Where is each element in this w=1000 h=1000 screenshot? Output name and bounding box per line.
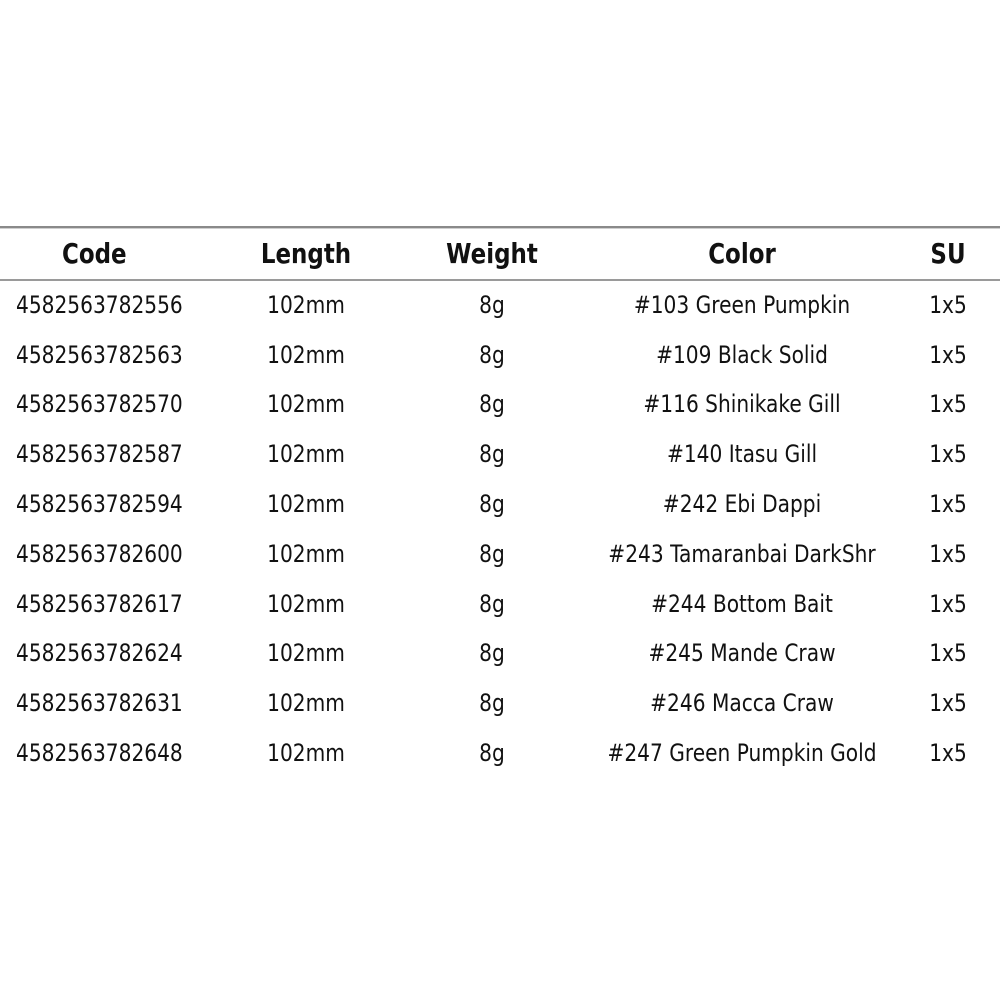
cell-su: 1x5 — [929, 290, 967, 319]
cell-length: 102mm — [267, 340, 345, 369]
cell-color: #242 Ebi Dappi — [662, 490, 822, 519]
cell-color: #140 Itasu Gill — [666, 440, 818, 469]
cell-weight: 8g — [479, 390, 505, 419]
product-table — [0, 226, 1000, 779]
cell-weight: 8g — [479, 589, 505, 618]
cell-code: 4582563782556 — [16, 290, 183, 319]
cell-length: 102mm — [267, 589, 345, 618]
cell-weight: 8g — [479, 739, 505, 768]
cell-color: #244 Bottom Bait — [651, 589, 833, 618]
cell-weight: 8g — [479, 290, 505, 319]
cell-length: 102mm — [267, 539, 345, 568]
table-row — [0, 729, 1000, 779]
cell-length: 102mm — [267, 440, 345, 469]
cell-code: 4582563782563 — [16, 340, 183, 369]
table-row — [0, 430, 1000, 480]
cell-su: 1x5 — [929, 390, 967, 419]
cell-color: #247 Green Pumpkin Gold — [607, 739, 877, 768]
cell-su: 1x5 — [929, 539, 967, 568]
table-row — [0, 630, 1000, 680]
table-header-row — [0, 229, 1000, 281]
table-row — [0, 679, 1000, 729]
header-weight: Weight — [446, 237, 538, 270]
cell-weight: 8g — [479, 440, 505, 469]
cell-su: 1x5 — [929, 589, 967, 618]
cell-code: 4582563782600 — [16, 539, 183, 568]
cell-weight: 8g — [479, 539, 505, 568]
cell-su: 1x5 — [929, 639, 967, 668]
cell-weight: 8g — [479, 490, 505, 519]
cell-color: #116 Shinikake Gill — [643, 390, 841, 419]
cell-length: 102mm — [267, 490, 345, 519]
header-su: SU — [930, 237, 966, 270]
cell-length: 102mm — [267, 639, 345, 668]
cell-length: 102mm — [267, 689, 345, 718]
cell-length: 102mm — [267, 290, 345, 319]
header-color: Color — [708, 237, 776, 270]
cell-su: 1x5 — [929, 340, 967, 369]
table-row — [0, 331, 1000, 381]
cell-length: 102mm — [267, 739, 345, 768]
cell-weight: 8g — [479, 689, 505, 718]
table-row — [0, 381, 1000, 431]
cell-weight: 8g — [479, 639, 505, 668]
cell-su: 1x5 — [929, 440, 967, 469]
cell-code: 4582563782648 — [16, 739, 183, 768]
cell-su: 1x5 — [929, 490, 967, 519]
cell-code: 4582563782631 — [16, 689, 183, 718]
cell-weight: 8g — [479, 340, 505, 369]
cell-color: #245 Mande Craw — [648, 639, 836, 668]
cell-color: #103 Green Pumpkin — [633, 290, 851, 319]
cell-su: 1x5 — [929, 689, 967, 718]
cell-code: 4582563782594 — [16, 490, 183, 519]
cell-color: #243 Tamaranbai DarkShr — [608, 539, 876, 568]
cell-code: 4582563782624 — [16, 639, 183, 668]
cell-color: #246 Macca Craw — [650, 689, 834, 718]
table-row — [0, 530, 1000, 580]
header-length: Length — [260, 237, 352, 270]
header-code: Code — [62, 237, 127, 270]
table-row — [0, 580, 1000, 630]
table-row — [0, 480, 1000, 530]
cell-code: 4582563782587 — [16, 440, 183, 469]
table-row — [0, 281, 1000, 331]
cell-su: 1x5 — [929, 739, 967, 768]
cell-color: #109 Black Solid — [656, 340, 828, 369]
cell-code: 4582563782570 — [16, 390, 183, 419]
cell-length: 102mm — [267, 390, 345, 419]
cell-code: 4582563782617 — [16, 589, 183, 618]
